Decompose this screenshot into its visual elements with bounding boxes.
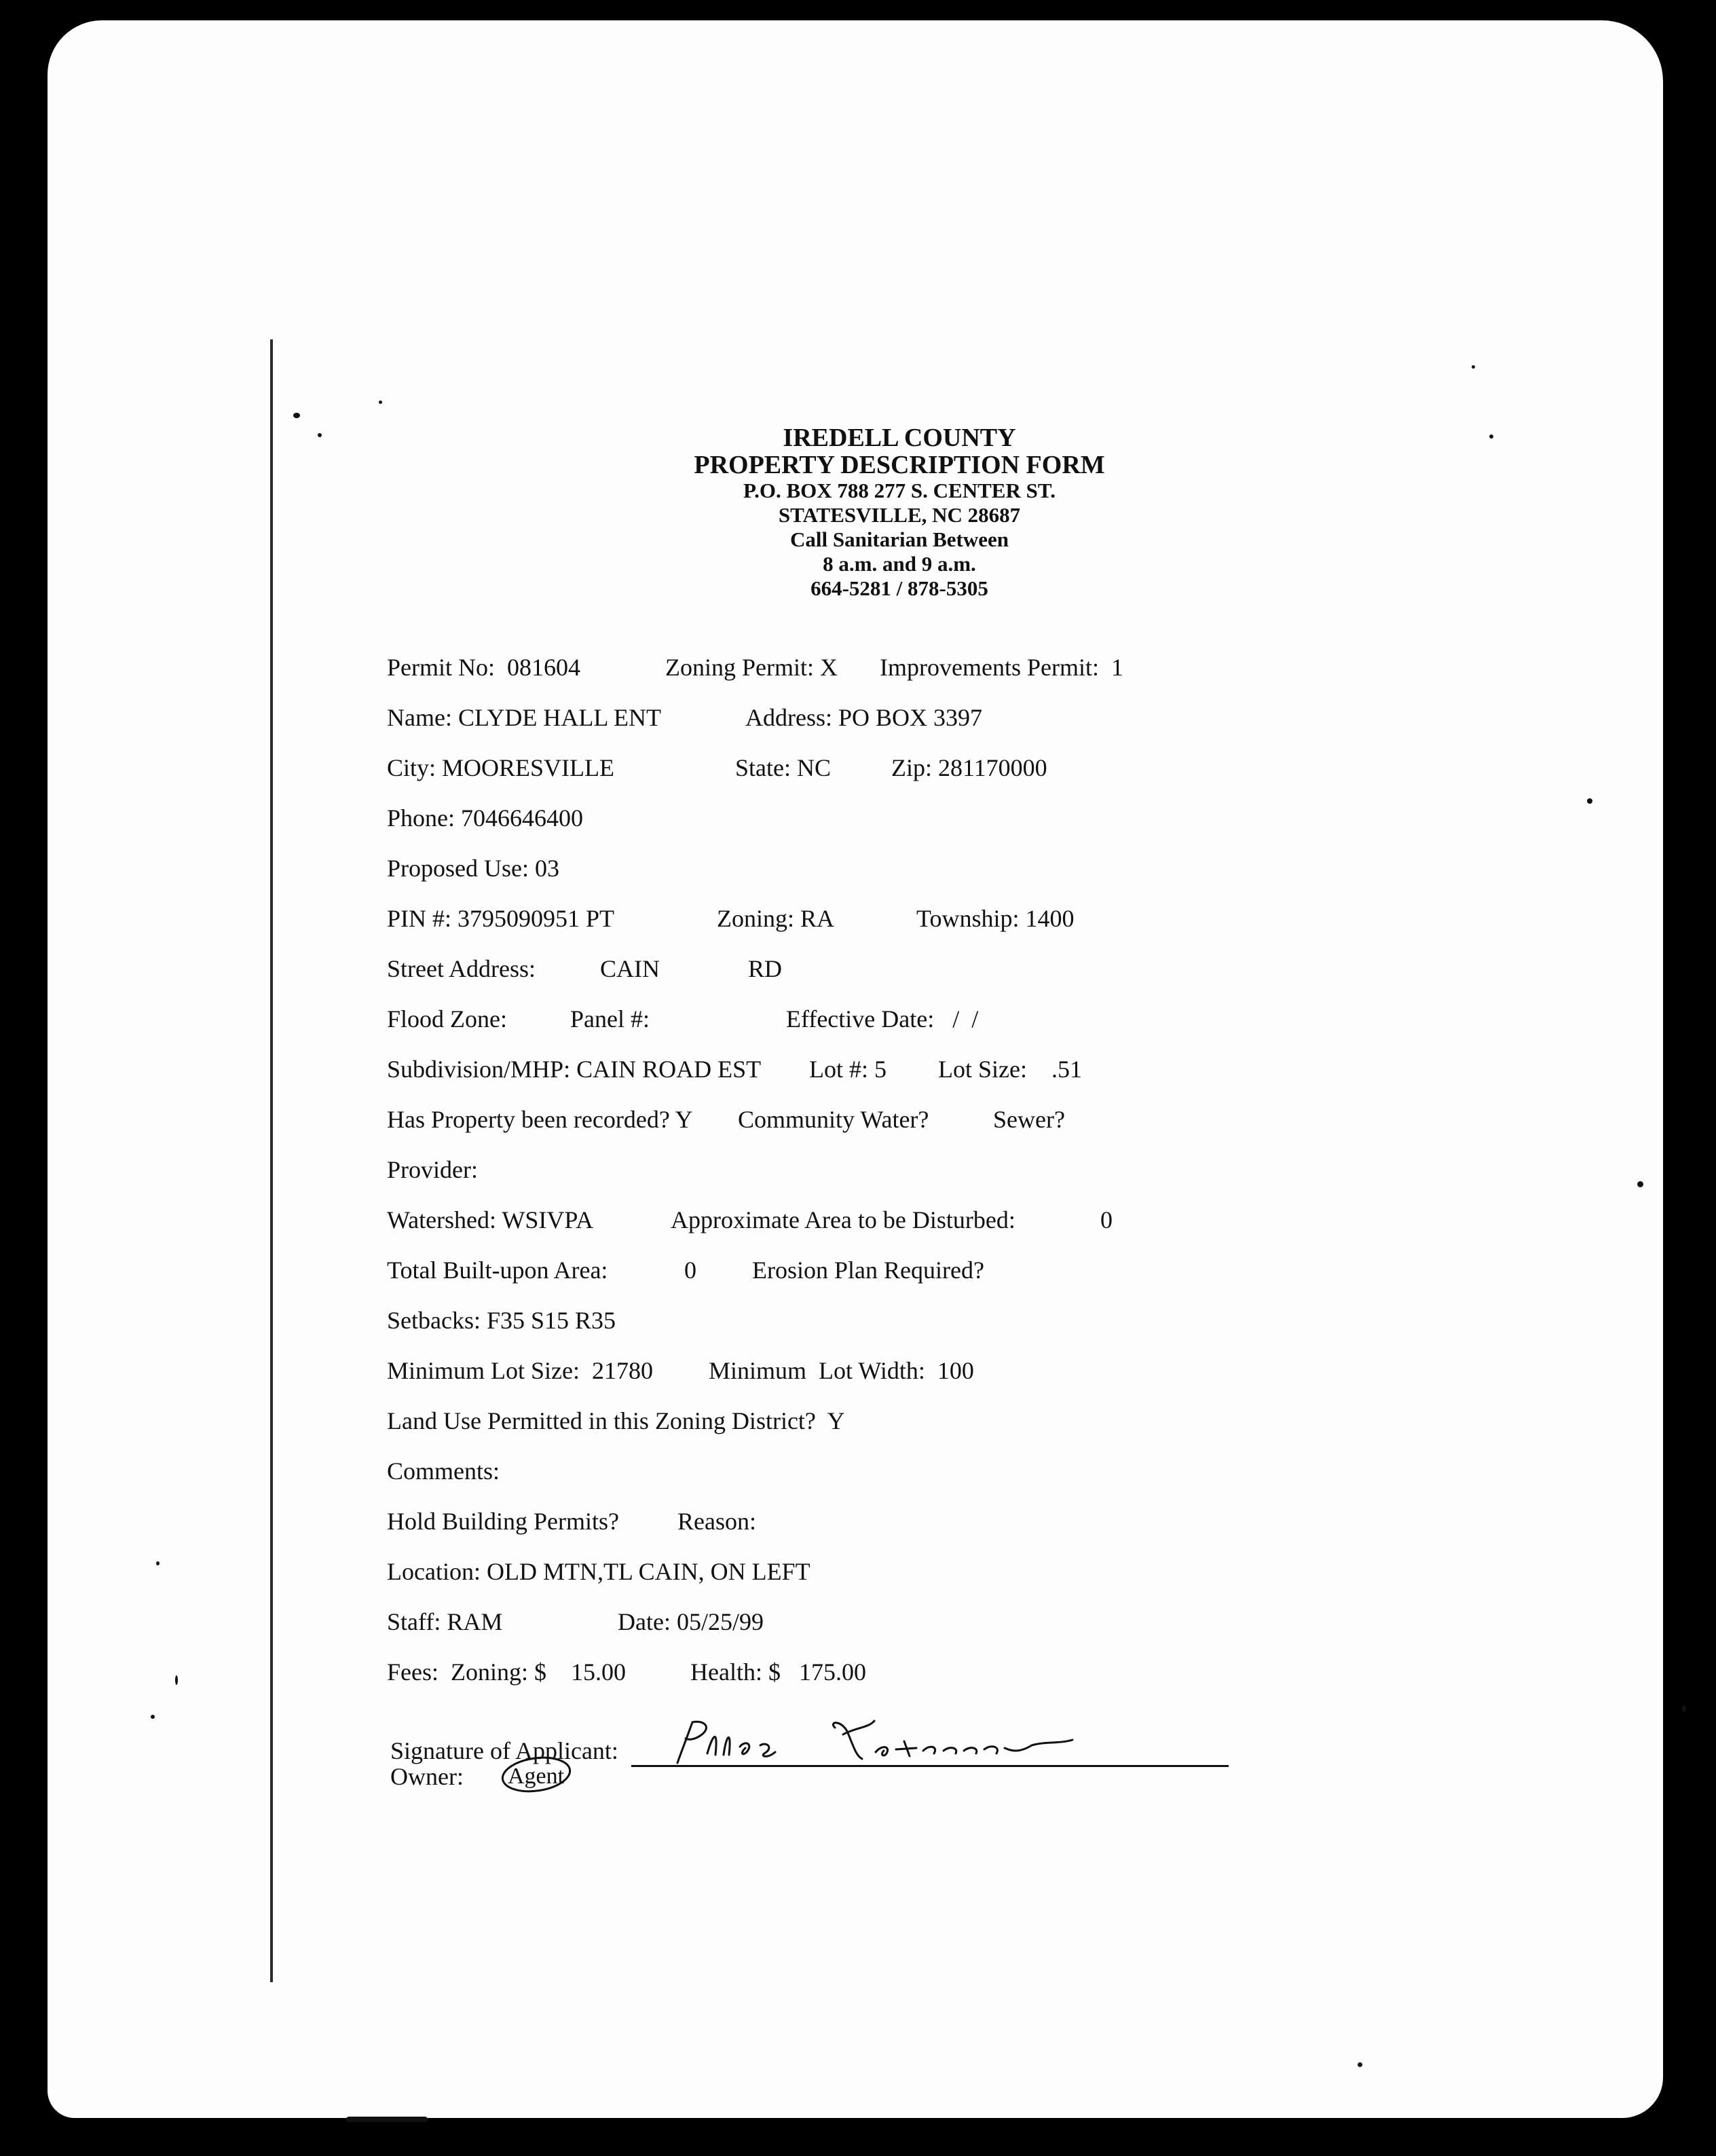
scan-speck	[1682, 1705, 1686, 1712]
form-header	[679, 424, 1120, 601]
improvements-permit: Improvements Permit: 1	[880, 654, 1123, 681]
street-suffix: RD	[748, 955, 783, 982]
form-title: PROPERTY DESCRIPTION FORM	[694, 451, 1105, 479]
scan-speck	[1472, 365, 1475, 369]
phone-numbers: 664-5281 / 878-5305	[810, 576, 988, 600]
built-upon-area-value: 0	[684, 1257, 696, 1284]
community-water: Community Water?	[738, 1106, 929, 1133]
scan-speck	[293, 413, 300, 418]
approx-area-value: 0	[1100, 1206, 1113, 1233]
zoning: Zoning: RA	[717, 905, 835, 932]
city: City: MOORESVILLE	[387, 754, 615, 781]
flood-zone: Flood Zone:	[387, 1005, 507, 1033]
state: State: NC	[735, 754, 831, 781]
comments: Comments:	[387, 1457, 500, 1485]
signature-label: Signature of Applicant:	[390, 1737, 618, 1764]
zoning-permit: Zoning Permit: X	[665, 654, 838, 681]
scan-speck	[318, 433, 322, 437]
city-state-zip: STATESVILLE, NC 28687	[778, 503, 1021, 527]
pin-number: PIN #: 3795090951 PT	[387, 905, 615, 932]
scan-speck	[1489, 434, 1493, 439]
erosion-plan: Erosion Plan Required?	[752, 1257, 984, 1284]
agent-label: Agent	[508, 1764, 565, 1789]
scan-speck	[379, 401, 382, 404]
township: Township: 1400	[916, 905, 1075, 932]
phone: Phone: 7046646400	[387, 804, 584, 832]
provider: Provider:	[387, 1156, 478, 1183]
fees-health: Health: $ 175.00	[690, 1658, 866, 1686]
staff: Staff: RAM	[387, 1608, 503, 1635]
date: Date: 05/25/99	[618, 1608, 764, 1635]
scan-speck	[175, 1675, 178, 1685]
scan-speck	[1358, 2062, 1362, 2067]
property-recorded: Has Property been recorded? Y	[387, 1106, 693, 1133]
hold-building-permits: Hold Building Permits?	[387, 1508, 619, 1535]
zip: Zip: 281170000	[891, 754, 1047, 781]
minimum-lot-width: Minimum Lot Width: 100	[709, 1357, 974, 1384]
scan-speck	[1637, 1181, 1643, 1187]
reason: Reason:	[677, 1508, 756, 1535]
agent-circle-mark	[499, 1755, 574, 1794]
county-name: IREDELL COUNTY	[783, 424, 1016, 452]
po-box-address: P.O. BOX 788 277 S. CENTER ST.	[743, 479, 1056, 502]
applicant-name: Name: CLYDE HALL ENT	[387, 704, 661, 731]
effective-date: Effective Date: / /	[786, 1005, 979, 1033]
minimum-lot-size: Minimum Lot Size: 21780	[387, 1357, 653, 1384]
call-hours: 8 a.m. and 9 a.m.	[823, 552, 976, 576]
location: Location: OLD MTN,TL CAIN, ON LEFT	[387, 1558, 810, 1585]
subdivision: Subdivision/MHP: CAIN ROAD EST	[387, 1056, 762, 1083]
fees-zoning: Fees: Zoning: $ 15.00	[387, 1658, 626, 1686]
land-use-permitted: Land Use Permitted in this Zoning District? Y	[387, 1407, 845, 1434]
lot-number: Lot #: 5	[809, 1056, 887, 1083]
handwritten-signature	[665, 1714, 1140, 1772]
built-upon-area-label: Total Built-upon Area:	[387, 1257, 608, 1284]
panel-number: Panel #:	[570, 1005, 650, 1033]
scan-speck	[151, 1715, 155, 1719]
setbacks: Setbacks: F35 S15 R35	[387, 1307, 616, 1334]
watershed: Watershed: WSIVPA	[387, 1206, 594, 1233]
scan-speck	[1587, 798, 1592, 804]
call-sanitarian: Call Sanitarian Between	[789, 527, 1009, 551]
street-name: CAIN	[600, 955, 660, 982]
approx-area-label: Approximate Area to be Disturbed:	[671, 1206, 1015, 1233]
scan-speck	[156, 1561, 160, 1565]
sewer: Sewer?	[993, 1106, 1065, 1133]
street-address-label: Street Address:	[387, 955, 536, 982]
proposed-use: Proposed Use: 03	[387, 855, 559, 882]
scan-smudge	[346, 2117, 428, 2122]
permit-no: Permit No: 081604	[387, 654, 580, 681]
scan-margin-line	[270, 339, 273, 1982]
owner-label: Owner:	[390, 1763, 464, 1790]
applicant-address: Address: PO BOX 3397	[745, 704, 983, 731]
lot-size: Lot Size: .51	[938, 1056, 1082, 1083]
